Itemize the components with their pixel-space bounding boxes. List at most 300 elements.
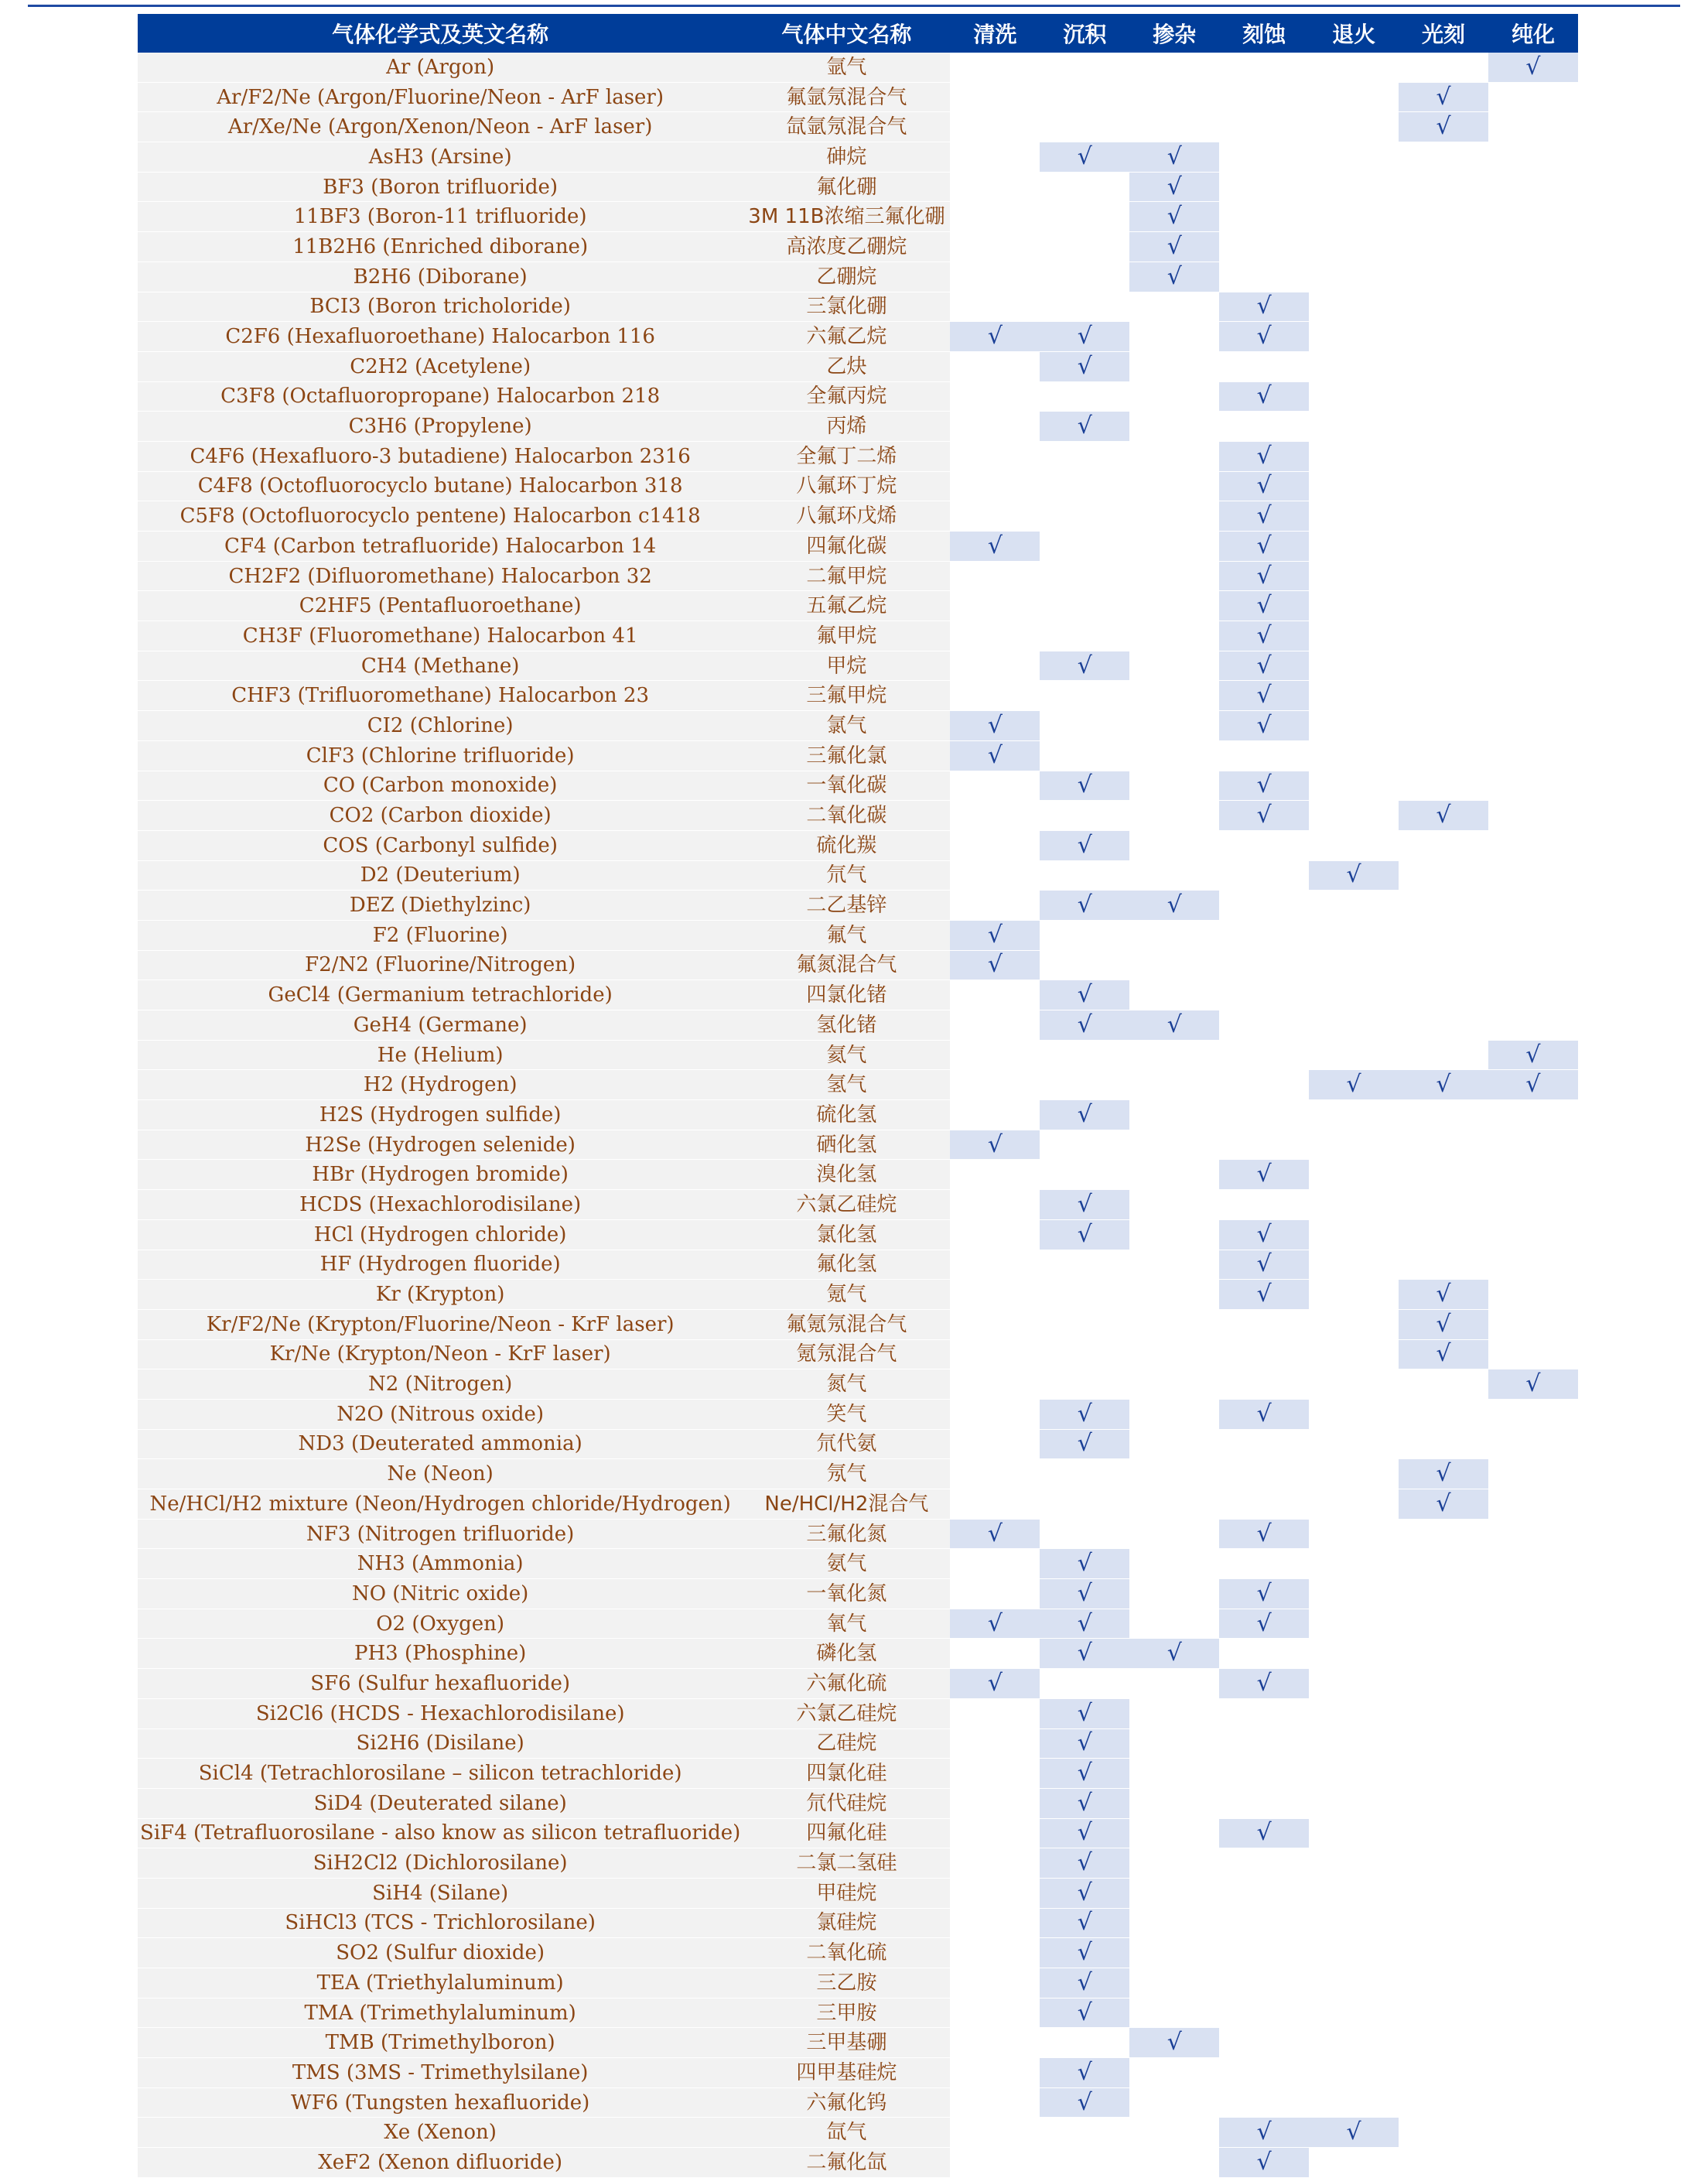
gas-chinese-name: 全氟丙烷 — [743, 382, 950, 412]
check-etching: √ — [1219, 322, 1309, 352]
empty-annealing — [1309, 1041, 1399, 1071]
empty-cleaning — [950, 1789, 1040, 1819]
empty-cleaning — [950, 53, 1040, 83]
empty-lithography — [1399, 173, 1488, 203]
empty-purification — [1488, 202, 1578, 232]
empty-lithography — [1399, 1100, 1488, 1130]
gas-english-name: C2HF5 (Pentafluoroethane) — [138, 591, 743, 621]
gas-english-name: CH3F (Fluoromethane) Halocarbon 41 — [138, 621, 743, 651]
gas-english-name: SO2 (Sulfur dioxide) — [138, 1938, 743, 1968]
empty-purification — [1488, 1938, 1578, 1968]
empty-deposition — [1040, 741, 1129, 771]
empty-doping — [1129, 591, 1219, 621]
empty-purification — [1488, 1968, 1578, 1998]
gas-english-name: N2 (Nitrogen) — [138, 1369, 743, 1400]
table-row — [138, 1459, 1578, 1489]
empty-lithography — [1399, 891, 1488, 921]
table-row — [138, 1968, 1578, 1998]
table-row — [138, 2088, 1578, 2118]
table-row — [138, 1340, 1578, 1370]
empty-lithography — [1399, 651, 1488, 682]
empty-purification — [1488, 412, 1578, 442]
empty-deposition — [1040, 1369, 1129, 1400]
table-row — [138, 801, 1578, 831]
gas-english-name: COS (Carbonyl sulfide) — [138, 831, 743, 861]
gas-english-name: H2S (Hydrogen sulfide) — [138, 1100, 743, 1130]
empty-lithography — [1399, 1549, 1488, 1579]
gas-chinese-name: 氟化硼 — [743, 173, 950, 203]
empty-annealing — [1309, 831, 1399, 861]
empty-lithography — [1399, 322, 1488, 352]
empty-purification — [1488, 891, 1578, 921]
table-row — [138, 1041, 1578, 1071]
gas-english-name: C2F6 (Hexafluoroethane) Halocarbon 116 — [138, 322, 743, 352]
gas-english-name: C4F8 (Octofluorocyclo butane) Halocarbon 318 — [138, 472, 743, 502]
empty-etching — [1219, 1310, 1309, 1340]
gas-chinese-name: 硫化羰 — [743, 831, 950, 861]
empty-etching — [1219, 1998, 1309, 2029]
gas-english-name: XeF2 (Xenon difluoride) — [138, 2148, 743, 2178]
check-cleaning: √ — [950, 1609, 1040, 1639]
empty-annealing — [1309, 501, 1399, 532]
empty-deposition — [1040, 53, 1129, 83]
empty-doping — [1129, 1489, 1219, 1520]
check-lithography: √ — [1399, 1340, 1488, 1370]
gas-english-name: CF4 (Carbon tetrafluoride) Halocarbon 14 — [138, 532, 743, 562]
empty-lithography — [1399, 1520, 1488, 1550]
header-english-name: 气体化学式及英文名称 — [138, 14, 743, 53]
empty-doping — [1129, 1459, 1219, 1489]
empty-deposition — [1040, 232, 1129, 262]
empty-doping — [1129, 681, 1219, 711]
empty-etching — [1219, 1489, 1309, 1520]
empty-lithography — [1399, 1250, 1488, 1280]
empty-purification — [1488, 1340, 1578, 1370]
check-deposition: √ — [1040, 1639, 1129, 1669]
empty-doping — [1129, 1041, 1219, 1071]
check-deposition: √ — [1040, 1430, 1129, 1460]
gas-chinese-name: 六氟乙烷 — [743, 322, 950, 352]
empty-purification — [1488, 2148, 1578, 2178]
empty-purification — [1488, 2118, 1578, 2148]
check-deposition: √ — [1040, 1549, 1129, 1579]
empty-etching — [1219, 861, 1309, 891]
empty-deposition — [1040, 1520, 1129, 1550]
empty-purification — [1488, 472, 1578, 502]
check-deposition: √ — [1040, 891, 1129, 921]
empty-annealing — [1309, 921, 1399, 951]
empty-etching — [1219, 741, 1309, 771]
gas-chinese-name: 笑气 — [743, 1400, 950, 1430]
empty-annealing — [1309, 1938, 1399, 1968]
empty-purification — [1488, 1160, 1578, 1190]
gas-chinese-name: 3M 11B浓缩三氟化硼 — [743, 202, 950, 232]
empty-cleaning — [950, 2028, 1040, 2058]
gas-english-name: SiH2Cl2 (Dichlorosilane) — [138, 1848, 743, 1879]
check-etching: √ — [1219, 1250, 1309, 1280]
empty-annealing — [1309, 1520, 1399, 1550]
empty-annealing — [1309, 891, 1399, 921]
empty-annealing — [1309, 472, 1399, 502]
empty-annealing — [1309, 262, 1399, 292]
empty-cleaning — [950, 1579, 1040, 1609]
empty-deposition — [1040, 1669, 1129, 1699]
gas-english-name: AsH3 (Arsine) — [138, 142, 743, 173]
gas-english-name: TEA (Triethylaluminum) — [138, 1968, 743, 1998]
gas-english-name: Ne (Neon) — [138, 1459, 743, 1489]
gas-english-name: TMS (3MS - Trimethylsilane) — [138, 2058, 743, 2088]
gas-english-name: Kr/Ne (Krypton/Neon - KrF laser) — [138, 1340, 743, 1370]
empty-annealing — [1309, 202, 1399, 232]
empty-doping — [1129, 1609, 1219, 1639]
check-deposition: √ — [1040, 1789, 1129, 1819]
gas-chinese-name: 砷烷 — [743, 142, 950, 173]
check-deposition: √ — [1040, 412, 1129, 442]
empty-doping — [1129, 1938, 1219, 1968]
empty-annealing — [1309, 1280, 1399, 1310]
empty-lithography — [1399, 352, 1488, 382]
empty-annealing — [1309, 621, 1399, 651]
check-etching: √ — [1219, 532, 1309, 562]
empty-purification — [1488, 173, 1578, 203]
gas-english-name: C4F6 (Hexafluoro-3 butadiene) Halocarbon 2316 — [138, 442, 743, 472]
gas-english-name: C3H6 (Propylene) — [138, 412, 743, 442]
check-cleaning: √ — [950, 921, 1040, 951]
empty-etching — [1219, 112, 1309, 142]
empty-deposition — [1040, 1280, 1129, 1310]
empty-purification — [1488, 741, 1578, 771]
gas-chinese-name: 硫化氢 — [743, 1100, 950, 1130]
empty-purification — [1488, 1669, 1578, 1699]
empty-cleaning — [950, 1100, 1040, 1130]
empty-cleaning — [950, 1041, 1040, 1071]
empty-lithography — [1399, 2148, 1488, 2178]
empty-etching — [1219, 921, 1309, 951]
gas-chinese-name: 三氟化氯 — [743, 741, 950, 771]
empty-etching — [1219, 1759, 1309, 1789]
empty-doping — [1129, 2148, 1219, 2178]
table-row — [138, 2058, 1578, 2088]
empty-annealing — [1309, 1459, 1399, 1489]
gas-chinese-name: 三甲基硼 — [743, 2028, 950, 2058]
empty-lithography — [1399, 1041, 1488, 1071]
empty-doping — [1129, 831, 1219, 861]
empty-lithography — [1399, 741, 1488, 771]
table-row — [138, 1909, 1578, 1939]
empty-doping — [1129, 621, 1219, 651]
empty-doping — [1129, 1998, 1219, 2029]
empty-lithography — [1399, 1998, 1488, 2029]
empty-cleaning — [950, 1250, 1040, 1280]
table-row — [138, 501, 1578, 532]
gas-english-name: CH4 (Methane) — [138, 651, 743, 682]
gas-chinese-name: 乙炔 — [743, 352, 950, 382]
empty-etching — [1219, 1459, 1309, 1489]
table-row — [138, 1130, 1578, 1161]
empty-lithography — [1399, 412, 1488, 442]
empty-etching — [1219, 980, 1309, 1010]
empty-etching — [1219, 142, 1309, 173]
check-doping: √ — [1129, 173, 1219, 203]
gas-chinese-name: 三氟化氮 — [743, 1520, 950, 1550]
gas-chinese-name: 氧气 — [743, 1609, 950, 1639]
gas-chinese-name: 氪氖混合气 — [743, 1340, 950, 1370]
empty-deposition — [1040, 442, 1129, 472]
empty-cleaning — [950, 1639, 1040, 1669]
empty-lithography — [1399, 532, 1488, 562]
check-etching: √ — [1219, 621, 1309, 651]
check-deposition: √ — [1040, 771, 1129, 802]
gas-english-name: HCDS (Hexachlorodisilane) — [138, 1190, 743, 1220]
gas-chinese-name: 甲硅烷 — [743, 1879, 950, 1909]
empty-cleaning — [950, 891, 1040, 921]
table-row — [138, 1938, 1578, 1968]
empty-purification — [1488, 1489, 1578, 1520]
empty-lithography — [1399, 831, 1488, 861]
empty-annealing — [1309, 1909, 1399, 1939]
gas-chinese-name: 三乙胺 — [743, 1968, 950, 1998]
empty-etching — [1219, 352, 1309, 382]
gas-chinese-name: 氢化锗 — [743, 1010, 950, 1041]
table-row — [138, 1789, 1578, 1819]
check-etching: √ — [1219, 501, 1309, 532]
gas-chinese-name: 八氟环戊烯 — [743, 501, 950, 532]
empty-lithography — [1399, 1010, 1488, 1041]
check-etching: √ — [1219, 1609, 1309, 1639]
empty-lithography — [1399, 562, 1488, 592]
gas-english-name: Ar (Argon) — [138, 53, 743, 83]
gas-english-name: GeH4 (Germane) — [138, 1010, 743, 1041]
empty-etching — [1219, 1938, 1309, 1968]
empty-deposition — [1040, 2148, 1129, 2178]
table-row — [138, 1998, 1578, 2029]
empty-purification — [1488, 1789, 1578, 1819]
check-annealing: √ — [1309, 1070, 1399, 1100]
check-etching: √ — [1219, 1520, 1309, 1550]
empty-annealing — [1309, 1100, 1399, 1130]
empty-deposition — [1040, 112, 1129, 142]
empty-cleaning — [950, 292, 1040, 323]
empty-etching — [1219, 83, 1309, 113]
check-deposition: √ — [1040, 1909, 1129, 1939]
empty-purification — [1488, 980, 1578, 1010]
gas-english-name: SiD4 (Deuterated silane) — [138, 1789, 743, 1819]
empty-doping — [1129, 1220, 1219, 1250]
empty-etching — [1219, 1968, 1309, 1998]
empty-doping — [1129, 352, 1219, 382]
empty-purification — [1488, 501, 1578, 532]
table-row — [138, 591, 1578, 621]
empty-doping — [1129, 1070, 1219, 1100]
empty-purification — [1488, 1909, 1578, 1939]
check-doping: √ — [1129, 262, 1219, 292]
empty-lithography — [1399, 1699, 1488, 1729]
empty-annealing — [1309, 292, 1399, 323]
empty-doping — [1129, 951, 1219, 981]
table-row — [138, 1819, 1578, 1849]
gas-english-name: Kr/F2/Ne (Krypton/Fluorine/Neon - KrF laser) — [138, 1310, 743, 1340]
empty-lithography — [1399, 142, 1488, 173]
gas-english-name: TMA (Trimethylaluminum) — [138, 1998, 743, 2029]
empty-etching — [1219, 1430, 1309, 1460]
gas-chinese-name: 乙硼烷 — [743, 262, 950, 292]
check-lithography: √ — [1399, 112, 1488, 142]
empty-deposition — [1040, 1250, 1129, 1280]
empty-purification — [1488, 1579, 1578, 1609]
table-row — [138, 1879, 1578, 1909]
empty-purification — [1488, 292, 1578, 323]
empty-annealing — [1309, 1250, 1399, 1280]
gas-english-name: H2 (Hydrogen) — [138, 1070, 743, 1100]
empty-etching — [1219, 1699, 1309, 1729]
gas-english-name: CH2F2 (Difluoromethane) Halocarbon 32 — [138, 562, 743, 592]
check-cleaning: √ — [950, 1520, 1040, 1550]
empty-lithography — [1399, 202, 1488, 232]
empty-doping — [1129, 562, 1219, 592]
gas-chinese-name: 硒化氢 — [743, 1130, 950, 1161]
empty-purification — [1488, 1310, 1578, 1340]
empty-doping — [1129, 2058, 1219, 2088]
empty-annealing — [1309, 980, 1399, 1010]
empty-etching — [1219, 2058, 1309, 2088]
empty-doping — [1129, 1909, 1219, 1939]
empty-annealing — [1309, 801, 1399, 831]
table-row — [138, 1489, 1578, 1520]
empty-annealing — [1309, 1489, 1399, 1520]
check-etching: √ — [1219, 801, 1309, 831]
empty-lithography — [1399, 1759, 1488, 1789]
empty-purification — [1488, 681, 1578, 711]
empty-doping — [1129, 2118, 1219, 2148]
table-row — [138, 771, 1578, 802]
empty-doping — [1129, 1579, 1219, 1609]
empty-cleaning — [950, 591, 1040, 621]
empty-cleaning — [950, 1998, 1040, 2029]
table-row — [138, 921, 1578, 951]
empty-annealing — [1309, 1160, 1399, 1190]
check-deposition: √ — [1040, 352, 1129, 382]
empty-cleaning — [950, 1699, 1040, 1729]
empty-annealing — [1309, 1130, 1399, 1161]
table-row — [138, 322, 1578, 352]
check-lithography: √ — [1399, 1310, 1488, 1340]
check-purification: √ — [1488, 1070, 1578, 1100]
table-row — [138, 2028, 1578, 2058]
empty-lithography — [1399, 1220, 1488, 1250]
empty-doping — [1129, 501, 1219, 532]
check-etching: √ — [1219, 1669, 1309, 1699]
empty-purification — [1488, 1430, 1578, 1460]
empty-deposition — [1040, 861, 1129, 891]
empty-lithography — [1399, 2058, 1488, 2088]
check-lithography: √ — [1399, 1459, 1488, 1489]
check-lithography: √ — [1399, 801, 1488, 831]
empty-purification — [1488, 621, 1578, 651]
gas-chinese-name: 二氟化氙 — [743, 2148, 950, 2178]
gas-chinese-name: 八氟环丁烷 — [743, 472, 950, 502]
empty-cleaning — [950, 442, 1040, 472]
empty-doping — [1129, 771, 1219, 802]
empty-annealing — [1309, 1729, 1399, 1759]
empty-annealing — [1309, 1639, 1399, 1669]
empty-cleaning — [950, 1909, 1040, 1939]
empty-doping — [1129, 1160, 1219, 1190]
empty-lithography — [1399, 1160, 1488, 1190]
empty-purification — [1488, 1130, 1578, 1161]
check-cleaning: √ — [950, 711, 1040, 741]
gas-chinese-name: 氟气 — [743, 921, 950, 951]
table-row — [138, 1430, 1578, 1460]
empty-lithography — [1399, 1848, 1488, 1879]
gas-english-name: CHF3 (Trifluoromethane) Halocarbon 23 — [138, 681, 743, 711]
empty-cleaning — [950, 980, 1040, 1010]
empty-annealing — [1309, 2148, 1399, 2178]
check-etching: √ — [1219, 292, 1309, 323]
empty-annealing — [1309, 1879, 1399, 1909]
check-deposition: √ — [1040, 2058, 1129, 2088]
check-etching: √ — [1219, 711, 1309, 741]
gas-chinese-name: 五氟乙烷 — [743, 591, 950, 621]
header-cleaning: 清洗 — [950, 14, 1040, 53]
table-row — [138, 741, 1578, 771]
gas-chinese-name: 一氧化碳 — [743, 771, 950, 802]
gas-chinese-name: 氖气 — [743, 1459, 950, 1489]
empty-lithography — [1399, 1130, 1488, 1161]
empty-etching — [1219, 1190, 1309, 1220]
gas-chinese-name: 三甲胺 — [743, 1998, 950, 2029]
gas-chinese-name: 氯硅烷 — [743, 1909, 950, 1939]
empty-doping — [1129, 741, 1219, 771]
empty-annealing — [1309, 382, 1399, 412]
empty-cleaning — [950, 352, 1040, 382]
gas-english-name: NF3 (Nitrogen trifluoride) — [138, 1520, 743, 1550]
empty-lithography — [1399, 2028, 1488, 2058]
empty-etching — [1219, 1010, 1309, 1041]
gas-chinese-name: 丙烯 — [743, 412, 950, 442]
empty-etching — [1219, 2028, 1309, 2058]
gas-english-name: Xe (Xenon) — [138, 2118, 743, 2148]
check-cleaning: √ — [950, 322, 1040, 352]
check-etching: √ — [1219, 1819, 1309, 1849]
empty-purification — [1488, 1190, 1578, 1220]
gas-english-name: HBr (Hydrogen bromide) — [138, 1160, 743, 1190]
check-deposition: √ — [1040, 1609, 1129, 1639]
table-row — [138, 1010, 1578, 1041]
check-deposition: √ — [1040, 1819, 1129, 1849]
check-purification: √ — [1488, 53, 1578, 83]
empty-lithography — [1399, 1729, 1488, 1759]
empty-deposition — [1040, 1340, 1129, 1370]
table-row — [138, 1759, 1578, 1789]
gas-english-name: CO (Carbon monoxide) — [138, 771, 743, 802]
table-row — [138, 1549, 1578, 1579]
header-lithography: 光刻 — [1399, 14, 1488, 53]
empty-purification — [1488, 562, 1578, 592]
check-etching: √ — [1219, 472, 1309, 502]
check-deposition: √ — [1040, 1699, 1129, 1729]
gas-chinese-name: 甲烷 — [743, 651, 950, 682]
empty-cleaning — [950, 1879, 1040, 1909]
gas-chinese-name: 全氟丁二烯 — [743, 442, 950, 472]
gas-english-name: F2/N2 (Fluorine/Nitrogen) — [138, 951, 743, 981]
empty-cleaning — [950, 112, 1040, 142]
empty-doping — [1129, 112, 1219, 142]
empty-deposition — [1040, 1070, 1129, 1100]
empty-cleaning — [950, 1729, 1040, 1759]
empty-doping — [1129, 1280, 1219, 1310]
empty-deposition — [1040, 173, 1129, 203]
empty-cleaning — [950, 382, 1040, 412]
